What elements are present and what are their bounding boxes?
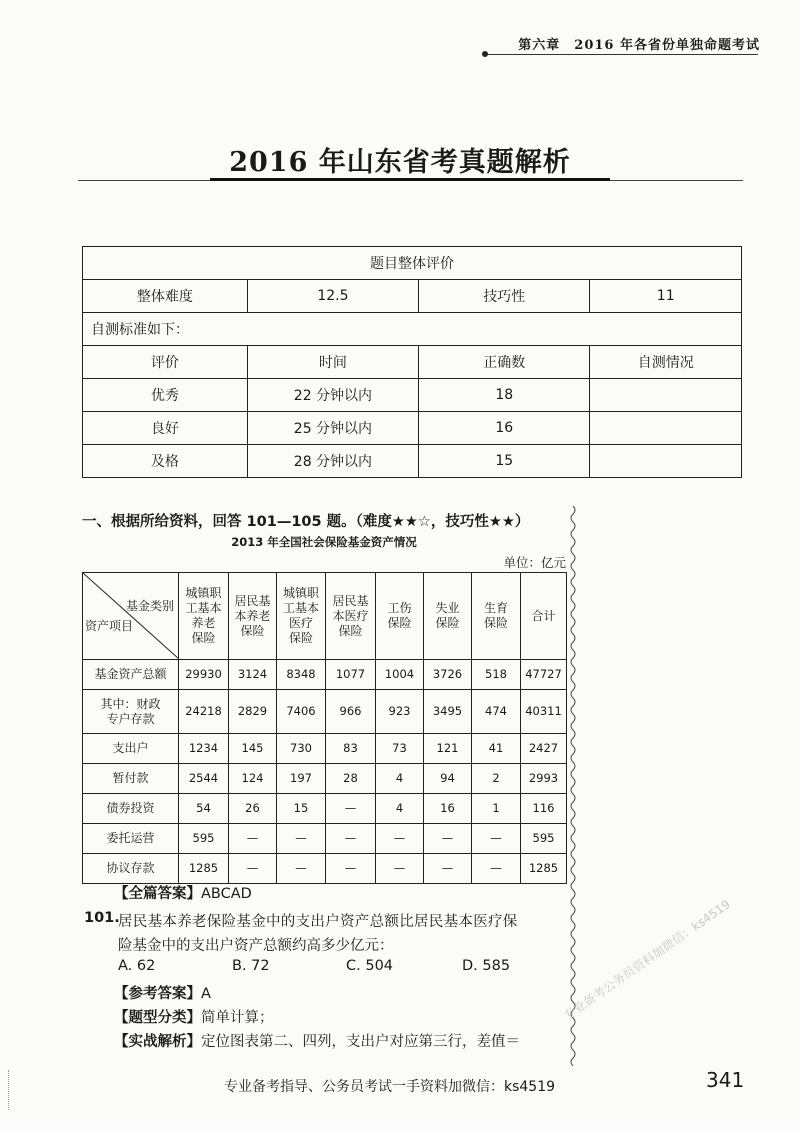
answer-summary-value: ABCAD [201,886,252,902]
value-cell: 3726 [424,660,472,690]
value-cell: — [326,824,376,854]
value-cell: 83 [326,734,376,764]
value-cell: 1004 [376,660,424,690]
value-cell: 54 [179,794,229,824]
table-row [83,379,742,412]
section-heading: 一、根据所给资料，回答 101—105 题。（难度★★☆，技巧性★★） [82,514,530,530]
row-label-line: 其中：财政 [100,696,161,711]
value-cell: 28 [326,764,376,794]
table-title: 2013 年全国社会保险基金资产情况 [231,535,417,549]
value-cell: 4 [376,764,424,794]
correct-cell: 18 [419,379,590,412]
table-row [83,412,742,445]
value-cell: 518 [472,660,521,690]
column-header-line: 居民基 [332,593,369,608]
row-label [83,824,179,854]
unit-label: 单位：亿元 [503,555,566,570]
column-header-line: 失业 [435,601,460,615]
column-header-grade: 评价 [83,346,248,379]
column-header [521,573,567,660]
value-cell: 41 [472,734,521,764]
self-cell [590,379,742,412]
value-cell: 7406 [277,690,326,734]
value-cell: — [424,854,472,884]
row-label [83,794,179,824]
value-cell: — [277,824,326,854]
value-cell: 1285 [521,854,567,884]
evaluation-heading: 题目整体评价 [83,247,742,280]
column-header-line: 工基本 [282,601,319,615]
table-row [83,660,567,690]
value-cell: — [376,854,424,884]
value-cell: 15 [277,794,326,824]
time-cell: 28 分钟以内 [247,445,418,478]
question-text-line1: 居民基本养老保险基金中的支出户资产总额比居民基本医疗保 [118,914,518,930]
column-header [326,573,376,660]
value-cell: 121 [424,734,472,764]
column-header [229,573,277,660]
column-header-line: 工伤 [387,601,412,615]
skill-label: 技巧性 [419,280,590,313]
row-label-line: 支出户 [112,741,149,755]
value-cell: 29930 [179,660,229,690]
column-header-line: 保险 [435,616,460,630]
value-cell: 1285 [179,854,229,884]
column-header [376,573,424,660]
option-c: C. 504 [346,958,394,974]
value-cell: 116 [521,794,567,824]
table-row [83,794,567,824]
option-d: D. 585 [462,958,511,974]
value-cell: 595 [179,824,229,854]
fund-asset-table [82,572,567,884]
value-cell: 595 [521,824,567,854]
corner-cell [83,573,179,660]
question-type [114,1006,274,1027]
difficulty-label: 整体难度 [83,280,248,313]
column-header-line: 保险 [387,616,412,630]
column-header-line: 保险 [483,616,508,630]
time-cell: 25 分钟以内 [247,412,418,445]
evaluation-table [82,246,742,478]
corner-bottom-label: 资产项目 [85,619,134,633]
reference-answer-value: A [201,986,211,1002]
table-row [83,824,567,854]
analysis [114,1030,520,1051]
row-label-line: 债券投资 [106,801,155,815]
value-cell: 16 [424,794,472,824]
row-label-line: 委托运营 [106,831,155,845]
option-b: B. 72 [232,958,270,974]
row-label [83,854,179,884]
column-header-line: 生育 [483,601,508,615]
value-cell: 145 [229,734,277,764]
value-cell: 1077 [326,660,376,690]
grade-cell: 优秀 [83,379,248,412]
column-header-line: 保险 [338,623,363,638]
column-header-self: 自测情况 [590,346,742,379]
reference-answer-label: 【参考答案】 [114,986,201,1002]
value-cell: 94 [424,764,472,794]
value-cell: 2 [472,764,521,794]
column-header-line: 养老 [191,616,216,630]
value-cell: 2427 [521,734,567,764]
value-cell: — [277,854,326,884]
table-row [83,734,567,764]
corner-top-label: 基金类别 [125,599,174,613]
row-label [83,764,179,794]
column-header [277,573,326,660]
title-underline [210,178,610,181]
table-row [83,854,567,884]
row-label [83,660,179,690]
question-number: 101. [84,910,120,926]
footer-text: 专业备考指导、公务员考试一手资料加微信：ks4519 [224,1079,556,1095]
page-number: 341 [706,1068,745,1092]
column-header-line: 城镇职 [282,586,319,600]
grade-cell: 良好 [83,412,248,445]
column-header [424,573,472,660]
row-label-line: 专户存款 [106,711,155,726]
value-cell: 3495 [424,690,472,734]
analysis-value: 定位图表第二、四列，支出户对应第三行，差值＝ [201,1034,520,1050]
row-label-line: 协议存款 [106,861,155,875]
column-header-correct: 正确数 [419,346,590,379]
header-rule [486,54,758,55]
value-cell: — [326,854,376,884]
column-header-line: 保险 [240,623,265,638]
question-type-label: 【题型分类】 [114,1010,201,1026]
value-cell: 26 [229,794,277,824]
column-header-line: 城镇职 [185,586,222,600]
row-label-line: 基金资产总额 [94,667,167,681]
column-header-line: 本医疗 [332,608,369,623]
value-cell: 47727 [521,660,567,690]
value-cell: 4 [376,794,424,824]
correct-cell: 16 [419,412,590,445]
value-cell: 2829 [229,690,277,734]
value-cell: — [229,854,277,884]
table-row [83,445,742,478]
reference-answer [114,982,211,1003]
value-cell: 1 [472,794,521,824]
column-header [179,573,229,660]
value-cell: — [376,824,424,854]
value-cell: 474 [472,690,521,734]
column-header-line: 工基本 [185,601,222,615]
question-type-value: 简单计算； [201,1010,274,1026]
question-text-line2: 险基金中的支出户资产总额约高多少亿元： [118,938,394,954]
grade-cell: 及格 [83,445,248,478]
value-cell: 966 [326,690,376,734]
running-head: 第六章 2016 年各省份单独命题考试 [518,38,760,53]
value-cell: 2544 [179,764,229,794]
column-header-line: 本养老 [234,608,271,623]
value-cell: 8348 [277,660,326,690]
value-cell: 40311 [521,690,567,734]
column-header-line: 居民基 [234,593,271,608]
analysis-label: 【实战解析】 [114,1034,201,1050]
value-cell: 73 [376,734,424,764]
row-label [83,734,179,764]
self-cell [590,412,742,445]
self-cell [590,445,742,478]
column-header-line: 合计 [531,608,556,623]
value-cell: 3124 [229,660,277,690]
correct-cell: 15 [419,445,590,478]
table-row [83,690,567,734]
difficulty-value: 12.5 [247,280,418,313]
value-cell: 923 [376,690,424,734]
value-cell: — [424,824,472,854]
standard-label: 自测标准如下： [83,313,742,346]
value-cell: 730 [277,734,326,764]
value-cell: 2993 [521,764,567,794]
value-cell: 124 [229,764,277,794]
corner-diagonal [83,573,179,659]
option-a: A. 62 [118,958,156,974]
column-header [472,573,521,660]
row-label-line: 暂付款 [112,771,149,785]
column-header-line: 保险 [191,631,216,645]
page-title: 2016 年山东省考真题解析 [229,147,571,178]
column-header-line: 医疗 [288,616,313,630]
watermark: 专业备考公务员资料加微信：ks4519 [561,897,733,1024]
value-cell: 24218 [179,690,229,734]
row-label [83,690,179,734]
column-header-time: 时间 [247,346,418,379]
column-header-line: 保险 [288,631,313,645]
value-cell: — [472,854,521,884]
answer-summary [114,882,252,903]
value-cell: — [326,794,376,824]
value-cell: 197 [277,764,326,794]
skill-value: 11 [590,280,742,313]
header-dot [482,51,488,57]
margin-squiggle [568,506,578,1066]
time-cell: 22 分钟以内 [247,379,418,412]
answer-summary-label: 【全篇答案】 [114,886,201,902]
value-cell: — [472,824,521,854]
value-cell: — [229,824,277,854]
table-row [83,764,567,794]
value-cell: 1234 [179,734,229,764]
margin-marks [8,1070,13,1110]
